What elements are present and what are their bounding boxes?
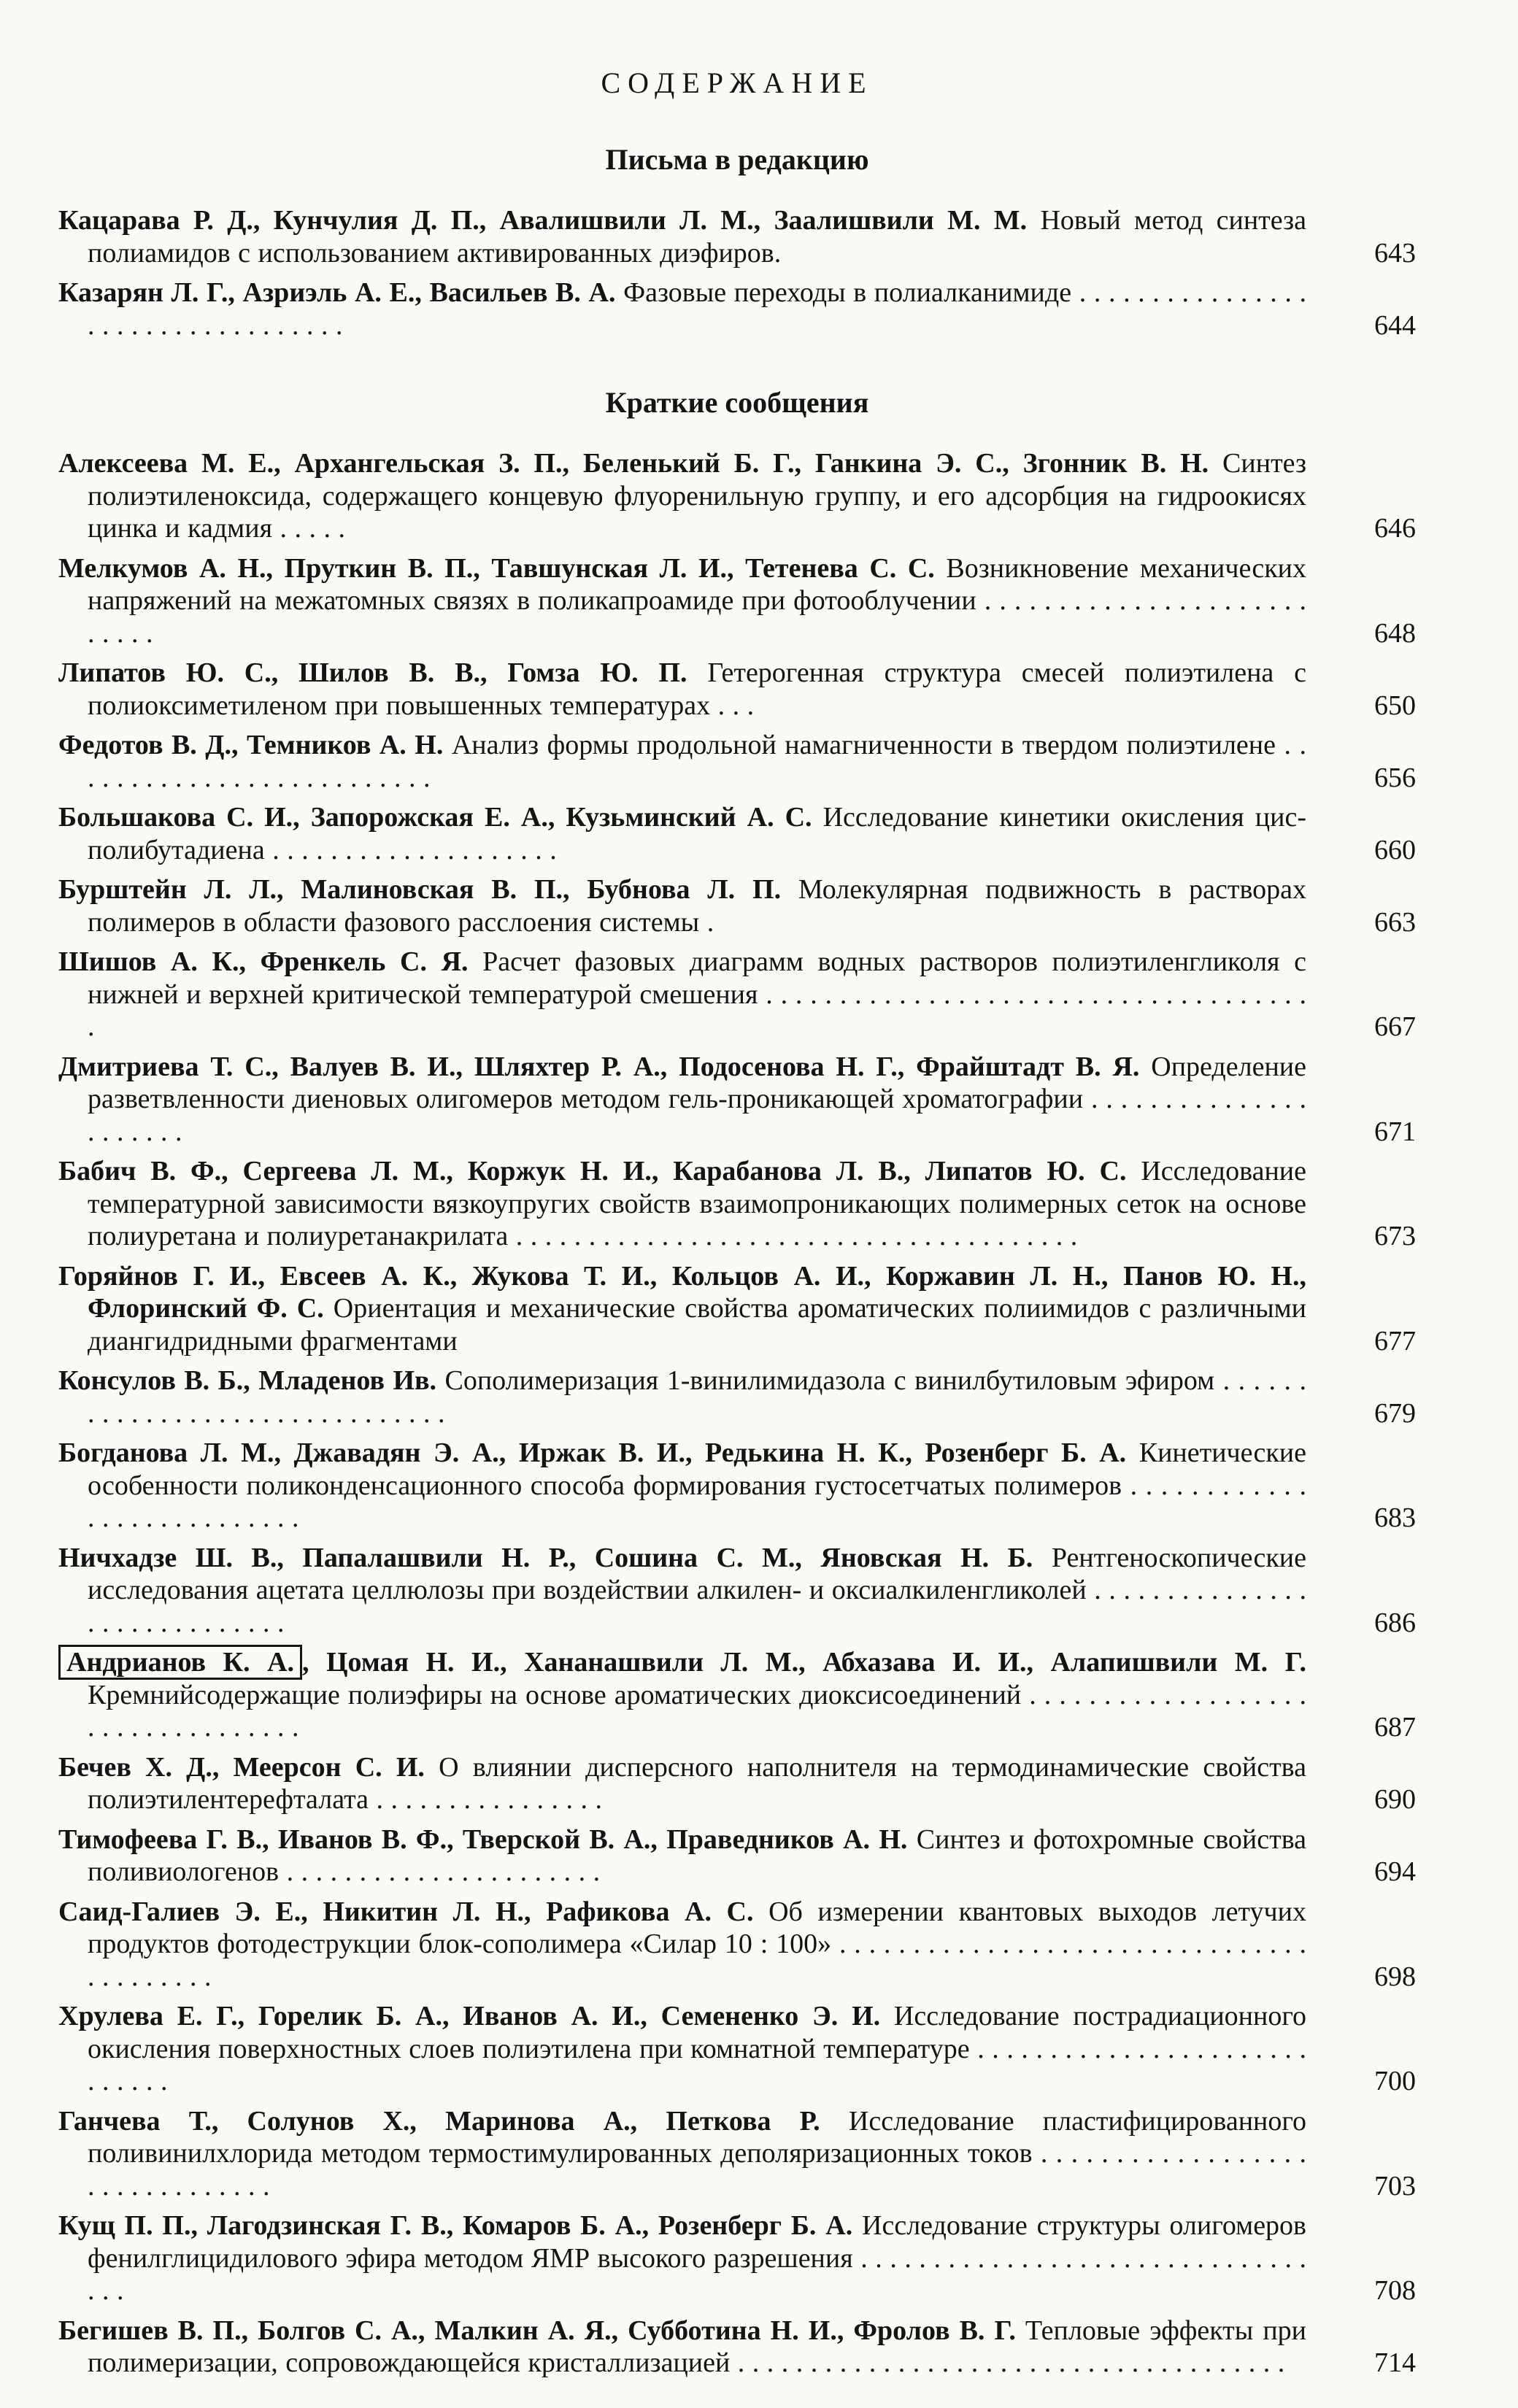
entry-authors: Федотов В. Д., Темников А. Н. [58,730,444,760]
section [58,142,1416,341]
page-title: СОДЕРЖАНИЕ [601,66,874,99]
toc-entry [58,1155,1416,1253]
toc-entry [58,552,1416,650]
entry-page-number: 686 [1374,1607,1416,1638]
toc-entry [58,2315,1416,2380]
entry-boxed-author: Андрианов К. А. [58,1645,302,1680]
entry-title: Новый метод синтеза полиамидов с использованием активированных диэфиров. [88,205,1306,269]
entry-text [58,2210,1306,2307]
entry-text [58,729,1306,794]
entry-text [58,277,1306,341]
entry-page-number: 644 [1374,309,1416,341]
entry-title: Возникновение механических напряжений на межатомных связях в поликапроамиде при фотооблучении . . . . . . . . . . . . . . . . . . . . . . . . . . . [88,552,1306,649]
sections-container [58,142,1416,2380]
entry-authors: Консулов В. Б., Младенов Ив. [58,1365,437,1396]
entry-title: Синтез полиэтиленоксида, содержащего концевую флуоренильную группу, и его адсорбция на гидроокисях цинка и кадмия . . . . . [88,448,1307,544]
entry-authors: Саид-Галиев Э. Е., Никитин Л. Н., Рафикова А. С. [58,1896,754,1927]
toc-entry [58,657,1416,722]
entry-title: Рентгеноскопические исследования ацетата целлюлозы при воздействии алкилен- и оксиалкиленгликолей . . . . . . . . . . . . . . . . . . . . . . . . . . . . . [88,1542,1307,1638]
entry-title: Сополимеризация 1-винилимидазола с винилбутиловым эфиром . . . . . . . . . . . . . . . . . . . . . . . . . . . . . . . [88,1365,1306,1429]
section-heading: Письма в редакцию [605,143,869,176]
toc-entry [58,2210,1416,2307]
entry-title: Гетерогенная структура смесей полиэтилена с полиоксиметиленом при повышенных температурах . . . [88,657,1306,721]
toc-entry [58,1751,1416,1816]
toc-entry [58,1437,1416,1535]
entry-title: Кинетические особенности поликонденсационного способа формирования густосетчатых полимеров . . . . . . . . . . . . . . . . . . . . . . . . . . . [88,1438,1306,1533]
entry-authors: Горяйнов Г. И., Евсеев А. К., Жукова Т. И., Кольцов А. И., Коржавин Л. Н., Панов Ю. Н., Флоринский Ф. С. [58,1260,1306,1324]
entry-text [58,1896,1306,1994]
entry-authors: Казарян Л. Г., Азриэль А. Е., Васильев В. А. [58,277,616,308]
entry-page-number: 650 [1374,690,1416,721]
entry-text [58,1646,1306,1744]
toc-entry [58,277,1416,341]
entry-authors: Липатов Ю. С., Шилов В. В., Гомза Ю. П. [58,657,687,688]
entry-text [58,1437,1306,1535]
entry-title: Ориентация и механические свойства ароматических полиимидов с различными диангидридными фрагментами [88,1293,1307,1357]
entry-text [58,2000,1306,2098]
entry-authors: Большакова С. И., Запорожская Е. А., Кузьминский А. С. [58,802,812,833]
toc-entry [58,1542,1416,1640]
entry-title: Тепловые эффекты при полимеризации, сопровождающейся кристаллизацией . . . . . . . . . . . . . . . . . . . . . . . . . . . . . . . . . . . . . . [88,2315,1307,2378]
entry-authors: Шишов А. К., Френкель С. Я. [58,946,469,977]
toc-entry [58,447,1416,545]
entry-title: Исследование пластифицированного поливинилхлорида методом термостимулированных деполяризационных токов . . . . . . . . . . . . . . . . . . . . . . . . . . . . . . . [88,2105,1307,2201]
entry-page-number: 683 [1374,1502,1416,1533]
entry-authors: Бабич В. Ф., Сергеева Л. М., Коржук Н. И., Карабанова Л. В., Липатов Ю. С. [58,1156,1127,1186]
entry-authors: Кущ П. П., Лагодзинская Г. В., Комаров Б. А., Розенберг Б. А. [58,2210,853,2241]
entry-title: Анализ формы продольной намагниченности в твердом полиэтилене . . . . . . . . . . . . . . . . . . . . . . . . . . [88,730,1306,793]
entry-page-number: 648 [1374,617,1416,649]
entry-text [58,2315,1306,2380]
toc-entry [58,1260,1416,1358]
entry-title: Кремнийсодержащие полиэфиры на основе ароматических диоксисоединений . . . . . . . . . . . . . . . . . . . . . . . . . . . . . . . . . . [88,1679,1306,1743]
entry-text [58,1751,1306,1816]
toc-entry [58,1824,1416,1888]
entry-page-number: 694 [1374,1856,1416,1887]
entry-page-number: 700 [1374,2066,1416,2096]
entry-authors: Тимофеева Г. В., Иванов В. Ф., Тверской В. А., Праведников А. Н. [58,1824,908,1855]
entry-page-number: 698 [1374,1961,1416,1992]
entry-authors: Бурштейн Л. Л., Малиновская В. П., Бубнова Л. П. [58,874,782,905]
entry-page-number: 667 [1374,1011,1416,1042]
entry-text [58,1260,1306,1358]
entry-text [58,657,1306,722]
toc-entry [58,873,1416,938]
toc-entry [58,204,1416,269]
entry-title: Исследование кинетики окисления цис-полибутадиена . . . . . . . . . . . . . . . . . . . . [88,802,1306,865]
entry-title: Определение разветвленности диеновых олигомеров методом гель-проникающей хроматографии . . . . . . . . . . . . . . . . . . . . . . [88,1051,1306,1147]
entry-page-number: 690 [1374,1784,1416,1815]
entry-text [58,204,1306,269]
entry-title: Исследование пострадиационного окисления поверхностных слоев полиэтилена при комнатной температуре . . . . . . . . . . . . . . . . . . . . . . . . . . . . . [88,2001,1306,2096]
entry-authors: Бечев Х. Д., Меерсон С. И. [58,1751,425,1783]
entry-text [58,1155,1306,1253]
entry-title: Исследование температурной зависимости вязкоупругих свойств взаимопроникающих полимерных сеток на основе полиуретана и полиуретанакрилата . . . . . . . . . . . . . . . . . . . . . . . . . . . . . . . . . . . . . . . [88,1156,1307,1251]
entry-title: Расчет фазовых диаграмм водных растворов полиэтиленгликоля с нижней и верхней критической температурой смешения . . . . . . . . . . . . . . . . . . . . . . . . . . . . . . . . . . . . . . [88,946,1307,1042]
entry-page-number: 708 [1374,2275,1416,2306]
entry-authors: Ничхадзе Ш. В., Папалашвили Н. Р., Сошина С. М., Яновская Н. Б. [58,1542,1033,1573]
entry-title: Синтез и фотохромные свойства поливиологенов . . . . . . . . . . . . . . . . . . . . . . [88,1824,1307,1887]
entry-authors: Богданова Л. М., Джавадян Э. А., Иржак В. И., Редькина Н. К., Розенберг Б. А. [58,1438,1127,1468]
entry-authors: , Цомая Н. И., Хананашвили Л. М., Абхазава И. И., Алапишвили М. Г. [302,1647,1306,1678]
entry-title: О влиянии дисперсного наполнителя на термодинамические свойства полиэтилентерефталата . . . . . . . . . . . . . . . . [88,1751,1306,1815]
section-heading: Краткие сообщения [605,386,869,419]
entry-text [58,1824,1306,1888]
entry-text [58,1365,1306,1429]
section [58,385,1416,2380]
entry-page-number: 671 [1374,1116,1416,1147]
entry-title: Фазовые переходы в полиалканимиде . . . . . . . . . . . . . . . . . . . . . . . . . . . . . . . . . . [88,277,1307,341]
toc-entry [58,1646,1416,1744]
entry-page-number: 703 [1374,2170,1416,2201]
entry-page-number: 663 [1374,906,1416,938]
entry-text [58,552,1306,650]
entry-authors: Мелкумов А. Н., Пруткин В. П., Тавшунская Л. И., Тетенева С. С. [58,552,935,584]
entry-text [58,801,1306,866]
entry-title: Молекулярная подвижность в растворах полимеров в области фазового расслоения системы . [88,874,1307,938]
entry-page-number: 677 [1374,1325,1416,1357]
entry-text [58,1542,1306,1640]
entry-text [58,447,1306,545]
entry-title: Исследование структуры олигомеров фенилглицидилового эфира методом ЯМР высокого разрешения . . . . . . . . . . . . . . . . . . . . . . . . . . . . . . . . . . [88,2210,1307,2306]
entry-authors: Дмитриева Т. С., Валуев В. И., Шляхтер Р. А., Подосенова Н. Г., Фрайштадт В. Я. [58,1051,1140,1082]
toc-entry [58,2105,1416,2203]
entry-page-number: 687 [1374,1712,1416,1743]
toc-entry [58,1365,1416,1429]
entry-page-number: 656 [1374,762,1416,793]
entry-page-number: 673 [1374,1221,1416,1251]
entry-authors: Алексеева М. Е., Архангельская З. П., Беленький Б. Г., Ганкина Э. С., Згонник В. Н. [58,448,1209,479]
toc-entry [58,729,1416,794]
entry-authors: Кацарава Р. Д., Кунчулия Д. П., Авалишвили Л. М., Заалишвили М. М. [58,205,1028,236]
entry-page-number: 646 [1374,513,1416,544]
entry-text [58,946,1306,1043]
entry-text [58,1051,1306,1149]
entry-page-number: 660 [1374,834,1416,865]
entry-title: Об измерении квантовых выходов летучих продуктов фотодеструкции блок-сополимера «Силар 10 : 100» . . . . . . . . . . . . . . . . . . . . . . . . . . . . . . . . . . . . . . . . . [88,1896,1306,1992]
entry-page-number: 714 [1374,2347,1416,2378]
toc-entry [58,946,1416,1043]
entry-page-number: 643 [1374,237,1416,269]
toc-entry [58,801,1416,866]
entry-page-number: 679 [1374,1397,1416,1429]
toc-entry [58,2000,1416,2098]
entry-authors: Хрулева Е. Г., Горелик Б. А., Иванов А. И., Семененко Э. И. [58,2001,881,2031]
entry-authors: Бегишев В. П., Болгов С. А., Малкин А. Я., Субботина Н. И., Фролов В. Г. [58,2315,1016,2346]
entry-authors: Ганчева Т., Солунов Х., Маринова А., Петкова Р. [58,2105,820,2137]
toc-entry [58,1051,1416,1149]
entry-text [58,873,1306,938]
toc-entry [58,1896,1416,1994]
entry-text [58,2105,1306,2203]
